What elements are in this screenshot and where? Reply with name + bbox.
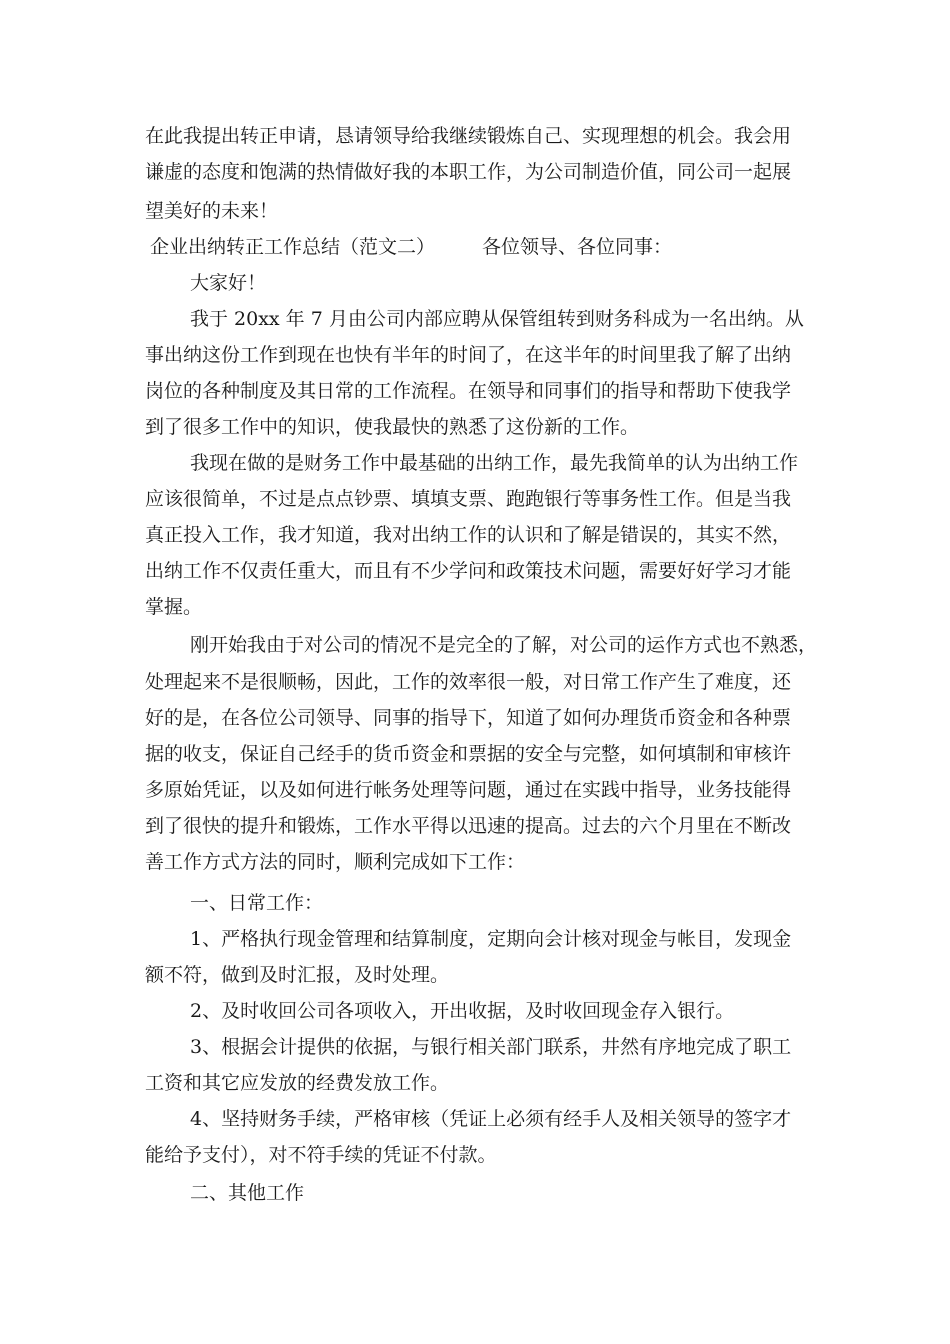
list-item-line: 3、根据会计提供的依据，与银行相关部门联系，井然有序地完成了职工	[190, 1036, 792, 1058]
list-item-line: 额不符，做到及时汇报，及时处理。	[145, 964, 450, 986]
paragraph-line: 善工作方式方法的同时，顺利完成如下工作：	[145, 851, 526, 873]
paragraph-line: 好的是，在各位公司领导、同事的指导下，知道了如何办理货币资金和各种票	[145, 707, 792, 729]
paragraph-line: 据的收支，保证自己经手的货币资金和票据的安全与完整，如何填制和审核许	[145, 743, 792, 765]
paragraph-line: 事出纳这份工作到现在也快有半年的时间了，在这半年的时间里我了解了出纳	[145, 344, 792, 366]
paragraph-line: 多原始凭证，以及如何进行帐务处理等问题，通过在实践中指导，业务技能得	[145, 779, 792, 801]
paragraph-line: 出纳工作不仅责任重大，而且有不少学问和政策技术问题，需要好好学习才能	[145, 560, 792, 582]
paragraph-line: 应该很简单，不过是点点钞票、填填支票、跑跑银行等事务性工作。但是当我	[145, 488, 792, 510]
list-item-line: 4、坚持财务手续，严格审核（凭证上必须有经手人及相关领导的签字才	[190, 1108, 792, 1130]
greeting-line: 大家好！	[190, 272, 267, 294]
paragraph-line: 掌握。	[145, 596, 203, 618]
list-item-line: 能给予支付），对不符手续的凭证不付款。	[145, 1144, 497, 1166]
document-title: 企业出纳转正工作总结（范文二）	[150, 236, 436, 258]
paragraph-line: 我现在做的是财务工作中最基础的出纳工作，最先我简单的认为出纳工作	[190, 452, 799, 474]
salutation: 各位领导、各位同事：	[482, 236, 673, 258]
list-item-line: 工资和其它应发放的经费发放工作。	[145, 1072, 450, 1094]
paragraph-line: 到了很多工作中的知识，使我最快的熟悉了这份新的工作。	[145, 416, 640, 438]
list-item-line: 2、及时收回公司各项收入，开出收据，及时收回现金存入银行。	[190, 1000, 735, 1022]
paragraph-line: 到了很快的提升和锻炼，工作水平得以迅速的提高。过去的六个月里在不断改	[145, 815, 792, 837]
paragraph-line: 在此我提出转正申请，恳请领导给我继续锻炼自己、实现理想的机会。我会用	[145, 125, 792, 147]
paragraph-line: 我于 20xx 年 7 月由公司内部应聘从保管组转到财务科成为一名出纳。从	[190, 308, 804, 330]
paragraph-line: 真正投入工作，我才知道，我对出纳工作的认识和了解是错误的，其实不然，	[145, 524, 792, 546]
paragraph-line: 岗位的各种制度及其日常的工作流程。在领导和同事们的指导和帮助下使我学	[145, 380, 792, 402]
section-heading: 一、日常工作：	[190, 892, 324, 914]
paragraph-line: 望美好的未来！	[145, 200, 279, 222]
paragraph-line: 谦虚的态度和饱满的热情做好我的本职工作，为公司制造价值，同公司一起展	[145, 161, 792, 183]
paragraph-line: 处理起来不是很顺畅，因此，工作的效率很一般，对日常工作产生了难度，还	[145, 671, 792, 693]
list-item-line: 1、严格执行现金管理和结算制度，定期向会计核对现金与帐目，发现金	[190, 928, 792, 950]
paragraph-line: 刚开始我由于对公司的情况不是完全的了解，对公司的运作方式也不熟悉，	[190, 634, 818, 656]
section-heading: 二、其他工作	[190, 1182, 305, 1204]
